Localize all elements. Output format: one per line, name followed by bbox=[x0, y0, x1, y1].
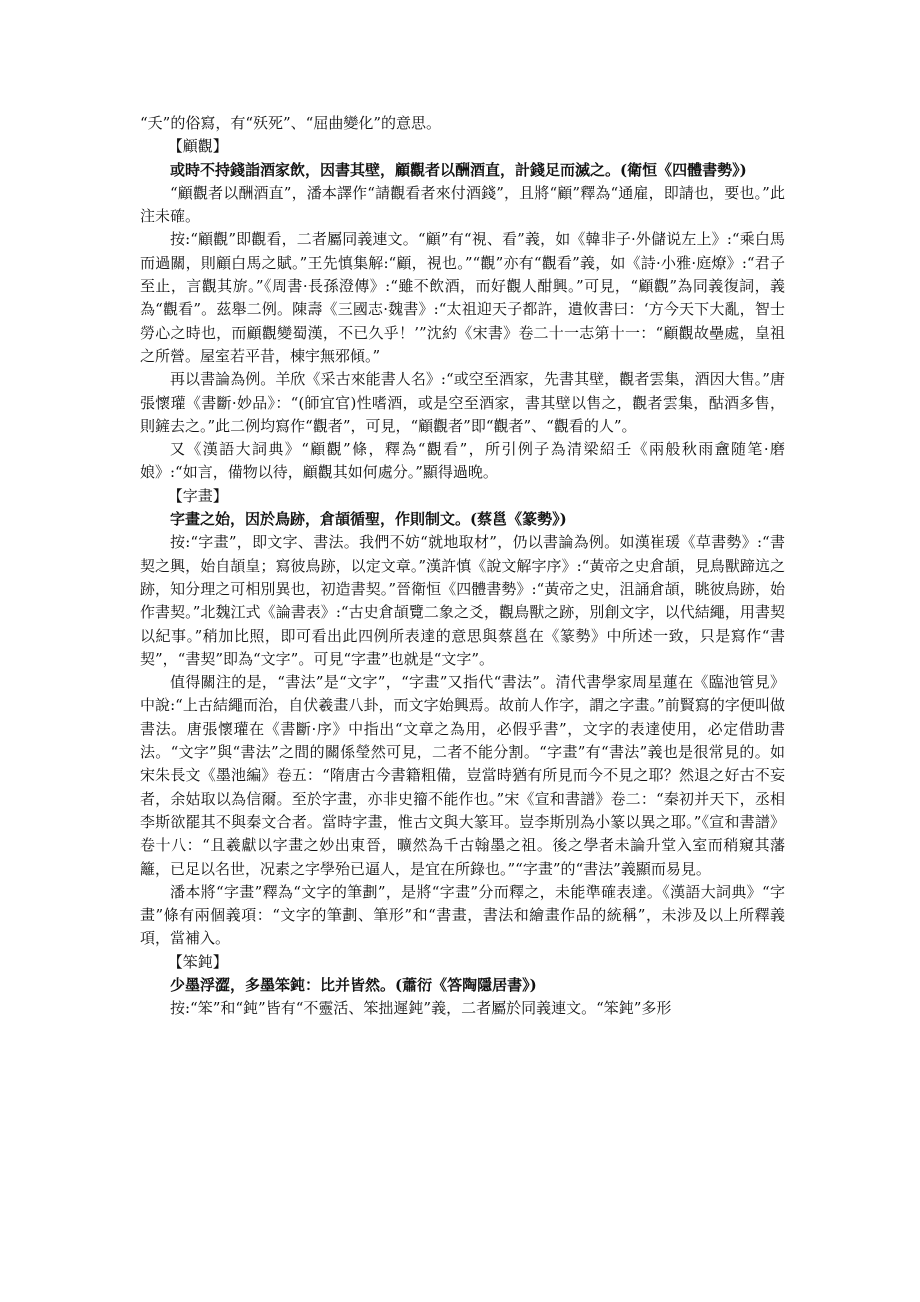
entry-quote-ben-dun: 少墨浮澀，多墨笨鈍：比并皆然。(蕭衍《答陶隱居書》) bbox=[170, 975, 537, 994]
paragraph: 按:“字畫”，即文字、書法。我們不妨“就地取材”，仍以書論為例。如漢崔瑗《草書勢》:“書契之興，始自頡皇；寫彼鳥跡，以定文章。”漢許慎《說文解字序》:“黃帝之史倉頡，見鳥獸蹄迒之跡，知分理之可相別異也，初造書契。”晉衛恒《四體書勢》:“黃帝之史，沮誦倉頡，眺彼鳥跡，始作書契。”北魏江式《論書表》:“古史倉頡覽二象之爻，觀鳥獸之跡，別創文字，以代結繩，用書契以紀事。”稍加比照，即可看出此四例所表達的意思與蔡邕在《篆勢》中所述一致，只是寫作“書契”，“書契”即為“文字”。可見“字畫”也就是“文字”。 bbox=[140, 533, 785, 668]
paragraph: 潘本將“字畫”釋為“文字的筆劃”，是將“字畫”分而釋之，未能準確表達。《漢語大詞典》“字畫”條有兩個義項：“文字的筆劃、筆形”和“書畫，書法和繪畫作品的統稱”，未涉及以上所釋義項，當補入。 bbox=[140, 882, 785, 948]
paragraph: 按:“笨”和“鈍”皆有“不靈活、笨拙遲鈍”義，二者屬於同義連文。“笨鈍”多形 bbox=[170, 999, 672, 1018]
paragraph: “顧觀者以酬酒直”，潘本譯作“請觀看者來付酒錢”，且將“顧”釋為“通雇，即請也，要也。”此注未確。 bbox=[140, 183, 785, 226]
entry-quote-zi-hua: 字畫之始，因於鳥跡，倉頡循聖，作則制文。(蔡邕《篆勢》) bbox=[170, 510, 567, 529]
entry-heading-zi-hua: 【字畫】 bbox=[167, 486, 228, 505]
entry-heading-gu-guan: 【顧觀】 bbox=[167, 137, 228, 156]
paragraph-continuation: “夭”的俗寫，有“殀死”、“屈曲變化”的意思。 bbox=[140, 114, 442, 132]
paragraph: 按:“顧觀”即觀看，二者屬同義連文。“顧”有“視、看”義，如《韓非子·外儲说左上》:“乘白馬而過關，則顧白馬之賦。”王先慎集解:“顧，視也。”“觀”亦有“觀看”義，如《詩·小雅·庭燎》:“君子至止，言觀其旂。”《周書·長孫澄傳》:“雖不飲酒，而好觀人酣興。”可見，“顧觀”為同義復詞，義為“觀看”。茲舉二例。陳壽《三國志·魏書》:“太祖迎天子都許，遺攸書曰：‘方今天下大亂，智士勞心之時也，而顧觀變蜀漢，不已久乎！’”沈約《宋書》卷二十一志第十一：“顧觀故壘處，皇祖之所營。屋室若平昔，棟宇無邪傾。” bbox=[140, 230, 785, 365]
entry-quote-gu-guan: 或時不持錢詣酒家飲，因書其壁，顧觀者以酬酒直，計錢足而滅之。(衛恒《四體書勢》) bbox=[170, 160, 747, 179]
paragraph: 值得關注的是，“書法”是“文字”，“字畫”又指代“書法”。清代書學家周星蓮在《臨池管見》中說:“上古結繩而治，自伏羲畫八卦，而文字始興焉。故前人作字，謂之字畫。”前賢寫的字便叫做書法。唐張懷瓘在《書斷·序》中指出“文章之為用，必假乎書”，文字的表達使用，必定借助書法。“文字”與“書法”之間的關係瑩然可見，二者不能分割。“字畫”有“書法”義也是很常見的。如宋朱長文《墨池編》卷五：“隋唐古今書籍粗備，豈當時猶有所見而今不見之耶？然退之好古不妄者，余姑取以為信爾。至於字畫，亦非史籀不能作也。”宋《宣和書譜》卷二：“秦初并天下，丞相李斯欲罷其不與秦文合者。當時字畫，惟古文與大篆耳。豈李斯別為小篆以異之耶。”《宣和書譜》卷十八：“且羲獻以字畫之妙出東晉，曠然為千古翰墨之祖。後之學者未論升堂入室而稍窺其藩籬，已足以名世，况素之字學殆已逼人，是宜在所錄也。”“字畫”的“書法”義顯而易見。 bbox=[140, 673, 785, 878]
document-page bbox=[140, 112, 785, 1021]
paragraph: 再以書論為例。羊欣《采古來能書人名》:“或空至酒家，先書其壁，觀者雲集，酒因大售。”唐張懷瓘《書斷·妙品》：“(師宜官)性嗜酒，或是空至酒家，書其壁以售之，觀者雲集，酤酒多售，則鏟去之。”此二例均寫作“觀者”，可見，“顧觀者”即“觀者”、“觀看的人”。 bbox=[140, 370, 785, 435]
paragraph: 又《漢語大詞典》“顧觀”條，釋為“觀看”，所引例子為清梁紹壬《兩般秋雨盦随笔·磨娘》:“如言，備物以待，顧觀其如何處分。”顯得過晚。 bbox=[140, 440, 785, 482]
entry-heading-ben-dun: 【笨鈍】 bbox=[167, 952, 228, 971]
